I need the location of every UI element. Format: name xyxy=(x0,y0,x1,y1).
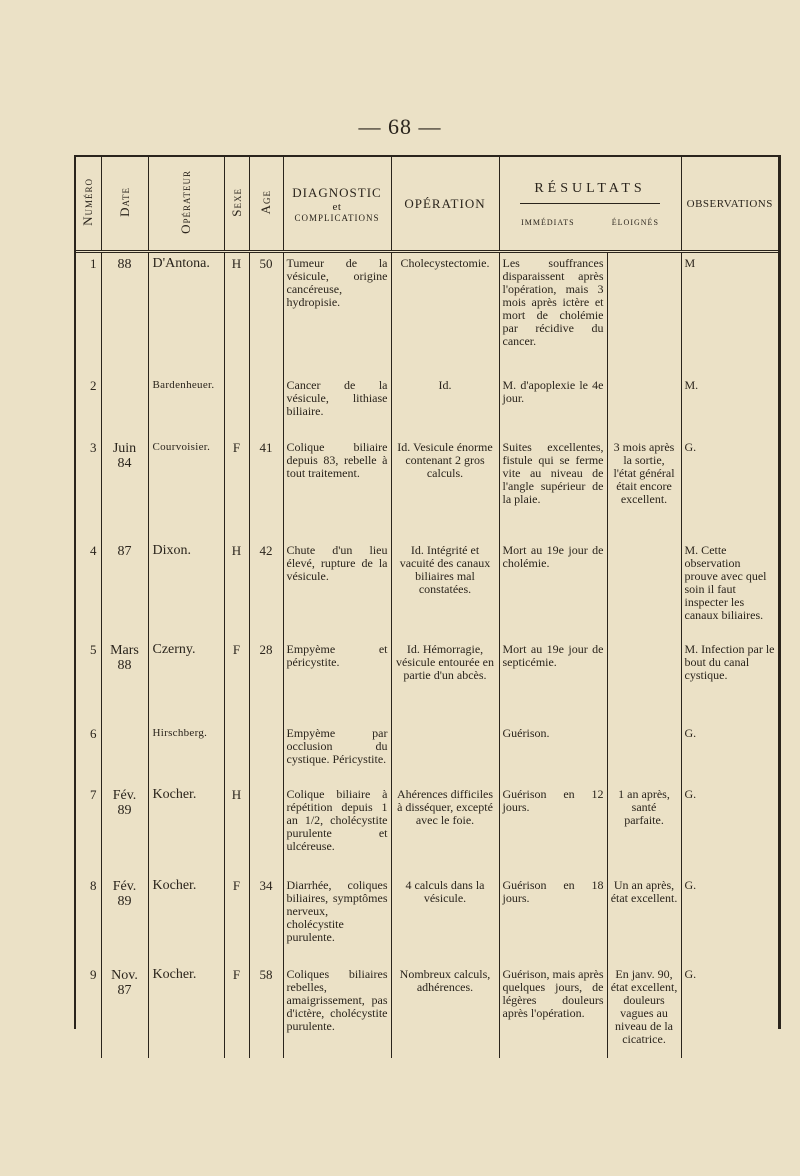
cell-numero: 9 xyxy=(90,967,97,982)
cell-immediats: M. d'apoplexie le 4e jour. xyxy=(499,375,607,437)
header-eloignes: ÉLOIGNÉS xyxy=(611,217,659,227)
cell-observations: G. xyxy=(681,964,778,1058)
cell-sexe: F xyxy=(224,639,249,723)
cell-age: 42 xyxy=(249,540,283,639)
cell-sexe: F xyxy=(224,437,249,540)
cell-operation: Id. xyxy=(391,375,499,437)
cell-immediats: Les souffrances disparaissent après l'opération, mais 3 mois après ictère et mort de cholémie par récidive du cancer. xyxy=(499,252,607,376)
cell-diagnostic: Colique biliaire depuis 83, rebelle à tout traitement. xyxy=(283,437,391,540)
cell-diagnostic: Coliques biliaires rebelles, amaigrissement, pas d'ictère, cholécystite purulente. xyxy=(283,964,391,1058)
cell-eloignes: En janv. 90, état excellent, douleurs vagues au niveau de la cicatrice. xyxy=(607,964,681,1058)
header-label: COMPLICATIONS xyxy=(294,212,380,223)
cell-operateur: Kocher. xyxy=(148,875,224,964)
header-label xyxy=(520,203,660,204)
cell-numero: 7 xyxy=(90,787,97,802)
cell-diagnostic: Diarrhée, coliques biliaires, symptômes nerveux, cholécystite purulente. xyxy=(283,875,391,964)
header-sexe xyxy=(224,157,249,252)
header-operateur xyxy=(148,157,224,252)
cell-observations: G. xyxy=(681,784,778,875)
cell-operation: Nombreux calculs, adhérences. xyxy=(391,964,499,1058)
table-row xyxy=(76,437,778,540)
cell-immediats: Guérison en 18 jours. xyxy=(499,875,607,964)
cell-diagnostic: Empyème par occlusion du cystique. Péricystite. xyxy=(283,723,391,784)
cell-operateur: D'Antona. xyxy=(148,252,224,376)
header-observations xyxy=(681,157,778,252)
cell-operation: Id. Intégrité et vacuité des canaux biliaires mal constatées. xyxy=(391,540,499,639)
header-label: Opérateur xyxy=(178,170,193,234)
cell-sexe: H xyxy=(224,252,249,376)
cell-operation xyxy=(391,723,499,784)
cell-eloignes: 1 an après, santé parfaite. xyxy=(607,784,681,875)
cell-age xyxy=(249,375,283,437)
cell-age: 28 xyxy=(249,639,283,723)
header-operation xyxy=(391,157,499,252)
cell-numero: 5 xyxy=(90,642,97,657)
header-row xyxy=(76,157,778,252)
header-label: Sexe xyxy=(228,187,244,217)
cell-age: 41 xyxy=(249,437,283,540)
cell-diagnostic: Cancer de la vésicule, lithiase biliaire. xyxy=(283,375,391,437)
cell-age: 50 xyxy=(249,252,283,376)
cell-sexe: H xyxy=(224,540,249,639)
cell-observations: G. xyxy=(681,723,778,784)
cell-diagnostic: Empyème et péricystite. xyxy=(283,639,391,723)
header-label: OBSERVATIONS xyxy=(686,197,773,210)
table-row xyxy=(76,784,778,875)
header-numero xyxy=(76,157,101,252)
cell-numero: 3 xyxy=(90,440,97,455)
cell-operateur: Kocher. xyxy=(148,964,224,1058)
header-age xyxy=(249,157,283,252)
cell-eloignes xyxy=(607,375,681,437)
cell-date: Fév. 89 xyxy=(101,784,148,875)
cell-operateur: Dixon. xyxy=(148,540,224,639)
cell-diagnostic: Chute d'un lieu élevé, rupture de la vésicule. xyxy=(283,540,391,639)
table-row xyxy=(76,964,778,1058)
cell-eloignes xyxy=(607,252,681,376)
header-label: DIAGNOSTIC xyxy=(292,184,382,200)
cell-sexe xyxy=(224,723,249,784)
cell-date xyxy=(101,375,148,437)
header-label xyxy=(503,218,678,227)
cell-observations: M. Infection par le bout du canal cystique. xyxy=(681,639,778,723)
cell-date: Nov. 87 xyxy=(101,964,148,1058)
cell-immediats: Guérison en 12 jours. xyxy=(499,784,607,875)
header-label: RÉSULTATS xyxy=(534,180,646,196)
header-immediats: IMMÉDIATS xyxy=(521,217,575,227)
results-table xyxy=(76,157,778,1058)
header-resultats xyxy=(499,157,681,252)
cell-date: 87 xyxy=(101,540,148,639)
table-row xyxy=(76,723,778,784)
cell-diagnostic: Colique biliaire à répétition depuis 1 an 1/2, cholécystite purulente et ulcéreuse. xyxy=(283,784,391,875)
cell-numero: 1 xyxy=(90,256,97,271)
cell-operation: Ahérences difficiles à disséquer, excepté avec le foie. xyxy=(391,784,499,875)
cell-eloignes xyxy=(607,540,681,639)
cell-operateur: Kocher. xyxy=(148,784,224,875)
cell-age: 34 xyxy=(249,875,283,964)
cell-sexe xyxy=(224,375,249,437)
cell-diagnostic: Tumeur de la vésicule, origine cancéreuse, hydropisie. xyxy=(283,252,391,376)
header-label: et xyxy=(332,200,342,213)
cell-observations: M xyxy=(681,252,778,376)
cell-sexe: H xyxy=(224,784,249,875)
cell-immediats: Guérison, mais après quelques jours, de légères douleurs après l'opération. xyxy=(499,964,607,1058)
cell-eloignes xyxy=(607,723,681,784)
cell-operation: Id. Vesicule énorme contenant 2 gros calculs. xyxy=(391,437,499,540)
cell-sexe: F xyxy=(224,964,249,1058)
cell-immediats: Suites excellentes, fistule qui se ferme vite au niveau de l'angle supérieur de la plaie. xyxy=(499,437,607,540)
cell-numero: 2 xyxy=(90,378,97,393)
header-label: Date xyxy=(116,187,132,217)
cell-operation: Id. Hémorragie, vésicule entourée en partie d'un abcès. xyxy=(391,639,499,723)
header-label: OPÉRATION xyxy=(404,195,486,211)
page-number: — 68 — xyxy=(358,114,442,139)
cell-age xyxy=(249,784,283,875)
cell-date: Fév. 89 xyxy=(101,875,148,964)
cell-immediats: Guérison. xyxy=(499,723,607,784)
table-row xyxy=(76,875,778,964)
cell-observations: G. xyxy=(681,437,778,540)
cell-operation: Cholecystectomie. xyxy=(391,252,499,376)
cell-observations: G. xyxy=(681,875,778,964)
cell-observations: M. Cette observation prouve avec quel soin il faut inspecter les canaux biliaires. xyxy=(681,540,778,639)
cell-eloignes xyxy=(607,639,681,723)
cell-eloignes: Un an après, état excellent. xyxy=(607,875,681,964)
cell-date xyxy=(101,723,148,784)
cell-operateur: Courvoisier. xyxy=(148,437,224,540)
cell-date: Mars 88 xyxy=(101,639,148,723)
table-row xyxy=(76,639,778,723)
cell-operation: 4 calculs dans la vésicule. xyxy=(391,875,499,964)
cell-date: Juin 84 xyxy=(101,437,148,540)
cell-immediats: Mort au 19e jour de cholémie. xyxy=(499,540,607,639)
cell-operateur: Hirschberg. xyxy=(148,723,224,784)
header-diagnostic xyxy=(283,157,391,252)
surgery-results-table xyxy=(74,155,781,1046)
header-label: Numéro xyxy=(80,178,96,226)
cell-numero: 4 xyxy=(90,543,97,558)
cell-eloignes: 3 mois après la sortie, l'état général était encore excellent. xyxy=(607,437,681,540)
cell-age xyxy=(249,723,283,784)
cell-operateur: Bardenheuer. xyxy=(148,375,224,437)
table-row xyxy=(76,252,778,376)
header-date xyxy=(101,157,148,252)
cell-immediats: Mort au 19e jour de septicémie. xyxy=(499,639,607,723)
table-row xyxy=(76,375,778,437)
table-row xyxy=(76,540,778,639)
header-label: Age xyxy=(258,189,273,215)
cell-operateur: Czerny. xyxy=(148,639,224,723)
cell-date: 88 xyxy=(101,252,148,376)
cell-age: 58 xyxy=(249,964,283,1058)
cell-numero: 6 xyxy=(90,726,97,741)
cell-observations: M. xyxy=(681,375,778,437)
cell-sexe: F xyxy=(224,875,249,964)
cell-numero: 8 xyxy=(90,878,97,893)
